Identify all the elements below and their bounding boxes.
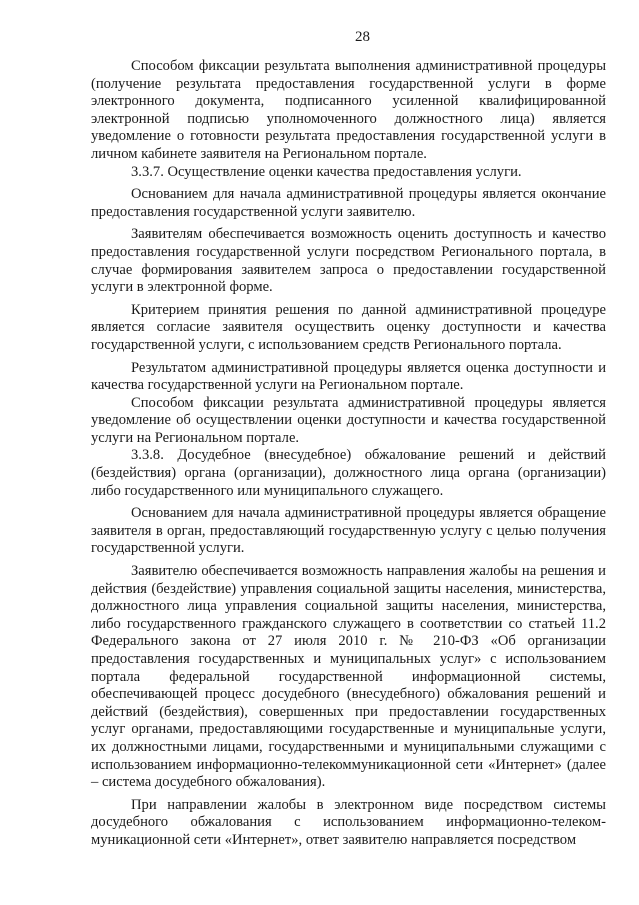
paragraph-procedure-result: Результатом административной процедуры является оценка доступности и качества государственной услуги на Региональном портале. <box>91 359 606 394</box>
section-heading-3-3-8: 3.3.8. Досудебное (внесудебное) обжалование решений и действий (бездействия) органа (организации), должностного лица органа (организации) либо государственного или муниципального служащего. <box>91 447 606 499</box>
paragraph-appeal-basis: Основанием для начала административной процедуры является обращение заявителя в орган, предоставляющий государственную услугу с целью получения государственной услуги. <box>91 505 606 557</box>
paragraph-result-fixation: Способом фиксации результата административной процедуры является уведомление об осуществлении оценки доступности и качества государственной услуги на Региональном портале. <box>91 394 606 446</box>
paragraph-basis-start: Основанием для начала административной процедуры является окончание предоставления государственной услуги заявителю. <box>91 186 606 220</box>
paragraph-assessment-possibility: Заявителям обеспечивается возможность оценить доступность и качество предоставления государственной услуги посредством Регионального портала, в случае формирования заявителем запроса о предоставлении государственной услуги в электронной форме. <box>91 226 606 296</box>
paragraph-decision-criterion: Критерием принятия решения по данной административной процедуре является согласие заявителя осуществить оценку доступности и качества государственной услуги, с использованием средств Регионального портала. <box>91 301 606 353</box>
paragraph-electronic-complaint: При направлении жалобы в электронном виде посредством системы досудебного обжалования с использованием информационно-телеком-муникационной сети «Интернет», ответ заявителю направляется посредством <box>91 796 606 848</box>
page-number: 28 <box>355 29 370 45</box>
section-heading-3-3-7: 3.3.7. Осуществление оценки качества предоставления услуги. <box>131 163 522 180</box>
paragraph-complaint-possibility: Заявителю обеспечивается возможность направления жалобы на решения и действия (бездействие) управления социальной защиты населения, министерства, должностного лица управления социальной защиты населения, министерства, либо государственного гражданского служащего в соответствии со статьей 11.2 Федерального закона от 27 июля 2010 г. № 210-ФЗ «Об организации предоставления государственных и муниципальных услуг» с использованием портала федеральной государственной информационной системы, обеспечивающей процесс досудебного (внесудебного) обжалования решений и действий (бездействия), совершенных при предоставлении государственных услуг органами, предоставляющими государственные и муниципальные услуги, их должностными лицами, государственными и муниципальными служащими с использованием информационно-телекоммуникационной сети «Интернет» (далее – система досудебного обжалования). <box>91 563 606 791</box>
paragraph-fixation-method: Способом фиксации результата выполнения административной процедуры (получение результата предоставления государственной услуги в форме электронного документа, подписанного усиленной квалифицированной электронной подписью уполномоченного должностного лица) является уведомление о готовности результата предоставления государственной услуги в личном кабинете заявителя на Региональном портале. <box>91 58 606 162</box>
